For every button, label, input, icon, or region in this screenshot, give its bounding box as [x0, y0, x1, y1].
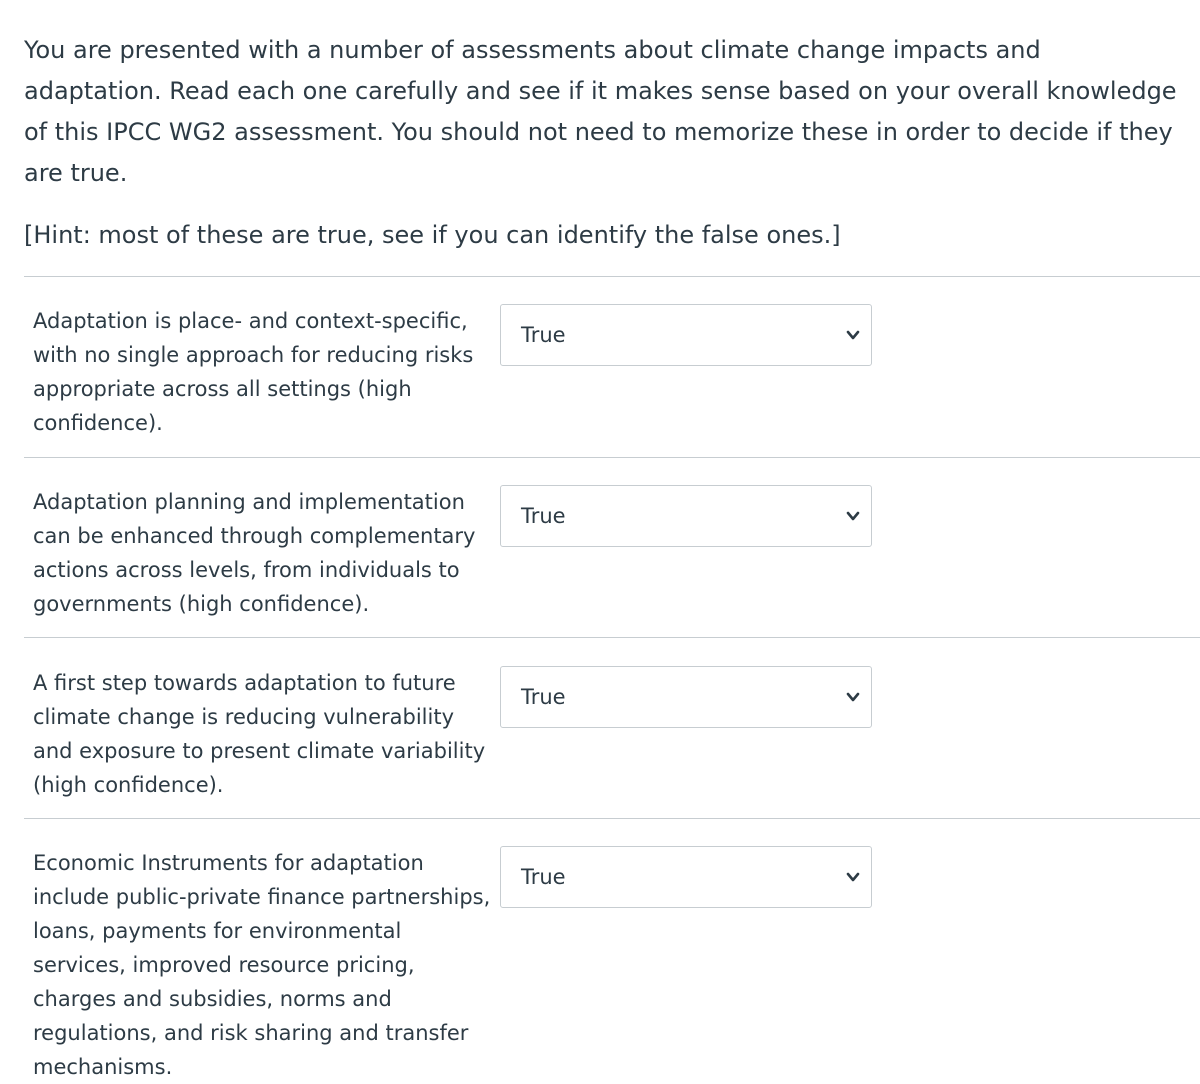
question-statement: Adaptation planning and implementation can be enhanced through complementary actions across levels, from individuals to governments (high confidence).	[33, 490, 476, 616]
answer-selected-value: True	[521, 323, 566, 347]
answer-selected-value: True	[521, 504, 566, 528]
divider	[24, 457, 1200, 458]
answer-selected-value: True	[521, 685, 566, 709]
chevron-down-icon	[845, 869, 861, 885]
chevron-down-icon	[845, 689, 861, 705]
question-statement: Economic Instruments for adaptation include public-private finance partnerships, loans, payments for environmental services, improved resource pricing, charges and subsidies, norms and regulations, and risk sharing and transfer mechanisms.	[33, 851, 491, 1079]
divider	[24, 637, 1200, 638]
chevron-down-icon	[845, 327, 861, 343]
answer-dropdown[interactable]	[500, 304, 872, 366]
instructions	[24, 30, 1184, 256]
divider	[24, 276, 1200, 277]
answer-dropdown[interactable]	[500, 666, 872, 728]
answer-dropdown[interactable]	[500, 485, 872, 547]
instructions-text: You are presented with a number of assessments about climate change impacts and adaptation. Read each one carefully and see if it makes sense based on your overall knowledge of this IPCC WG2 assessment. You should not need to memorize these in order to decide if they are true.	[24, 36, 1177, 187]
question-statement: A first step towards adaptation to future climate change is reducing vulnerability and exposure to present climate variability (high confidence).	[33, 671, 486, 797]
answer-selected-value: True	[521, 865, 566, 889]
hint-text: [Hint: most of these are true, see if you can identify the false ones.]	[24, 221, 841, 249]
chevron-down-icon	[845, 508, 861, 524]
answer-dropdown[interactable]	[500, 846, 872, 908]
question-statement: Adaptation is place- and context-specific, with no single approach for reducing risks appropriate across all settings (high confidence).	[33, 309, 474, 435]
divider	[24, 818, 1200, 819]
